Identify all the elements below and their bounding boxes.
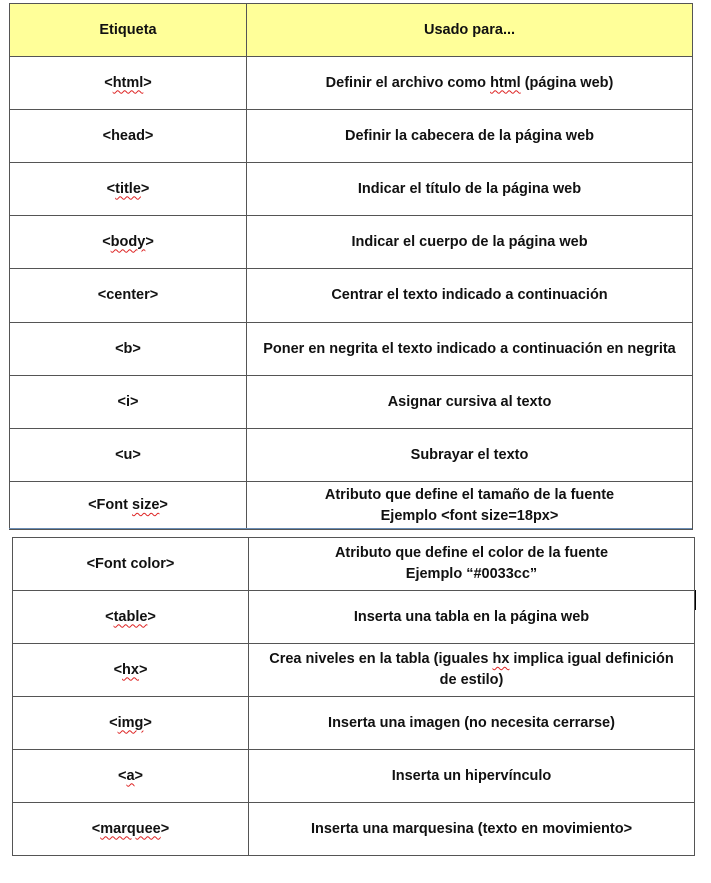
table-row xyxy=(10,110,693,163)
description-cell: Inserta una tabla en la página web xyxy=(249,591,695,644)
table-row xyxy=(10,269,693,323)
spellcheck-word: html xyxy=(490,74,521,91)
page-seam-divider xyxy=(9,528,692,529)
tag-cell: <Font size> xyxy=(10,482,247,530)
spellcheck-word: table xyxy=(113,608,148,625)
description-cell: Inserta una marquesina (texto en movimiento> xyxy=(249,803,695,856)
text-cursor xyxy=(695,590,696,610)
description-cell: Atributo que define el color de la fuente Ejemplo “#0033cc” xyxy=(249,538,695,591)
description-cell: Inserta un hipervínculo xyxy=(249,750,695,803)
tag-cell: <Font color> xyxy=(13,538,249,591)
table-row xyxy=(13,644,695,697)
header-etiqueta: Etiqueta xyxy=(10,4,247,57)
spellcheck-word: title xyxy=(115,180,141,197)
spellcheck-word: hx xyxy=(492,651,510,667)
html-tags-table-bottom xyxy=(12,537,695,856)
description-cell: Centrar el texto indicado a continuación xyxy=(247,269,693,323)
table-row xyxy=(13,750,695,803)
description-cell: Indicar el título de la página web xyxy=(247,163,693,216)
tag-cell: <title> xyxy=(10,163,247,216)
html-tags-table-top xyxy=(9,3,693,530)
table-row xyxy=(10,163,693,216)
description-cell: Crea niveles en la tabla (iguales hx implica igual definición de estilo) xyxy=(249,644,695,697)
tag-cell: <i> xyxy=(10,376,247,429)
description-cell: Atributo que define el tamaño de la fuente Ejemplo <font size=18px> xyxy=(247,482,693,530)
table-row xyxy=(10,376,693,429)
tag-cell: <b> xyxy=(10,323,247,376)
spellcheck-word: body xyxy=(110,233,146,250)
table-row xyxy=(13,591,695,644)
spellcheck-word: img xyxy=(117,714,144,731)
description-cell: Poner en negrita el texto indicado a continuación en negrita xyxy=(247,323,693,376)
description-cell: Subrayar el texto xyxy=(247,429,693,482)
description-cell: Asignar cursiva al texto xyxy=(247,376,693,429)
description-cell: Definir la cabecera de la página web xyxy=(247,110,693,163)
tag-cell: <head> xyxy=(10,110,247,163)
description-cell: Indicar el cuerpo de la página web xyxy=(247,216,693,269)
table-row xyxy=(10,323,693,376)
header-row xyxy=(10,4,693,57)
table-row xyxy=(10,216,693,269)
description-cell: Definir el archivo como html (página web) xyxy=(247,57,693,110)
header-usado-para: Usado para... xyxy=(247,4,693,57)
spellcheck-word: html xyxy=(112,74,144,91)
tag-cell: <hx> xyxy=(13,644,249,697)
table-row xyxy=(10,57,693,110)
tag-cell: <body> xyxy=(10,216,247,269)
spellcheck-word: hx xyxy=(122,661,139,678)
tag-cell: <u> xyxy=(10,429,247,482)
tag-cell: <table> xyxy=(13,591,249,644)
spellcheck-word: a xyxy=(126,767,135,784)
description-cell: Inserta una imagen (no necesita cerrarse) xyxy=(249,697,695,750)
table-row xyxy=(10,429,693,482)
tag-cell: <a> xyxy=(13,750,249,803)
table-row xyxy=(10,482,693,530)
table-row xyxy=(13,697,695,750)
table-row xyxy=(13,538,695,591)
tag-cell: <html> xyxy=(10,57,247,110)
tag-cell: <center> xyxy=(10,269,247,323)
tag-cell: <img> xyxy=(13,697,249,750)
spellcheck-word: marquee xyxy=(100,820,161,837)
tag-cell: <marquee> xyxy=(13,803,249,856)
spellcheck-word: size xyxy=(132,497,160,513)
table-row xyxy=(13,803,695,856)
